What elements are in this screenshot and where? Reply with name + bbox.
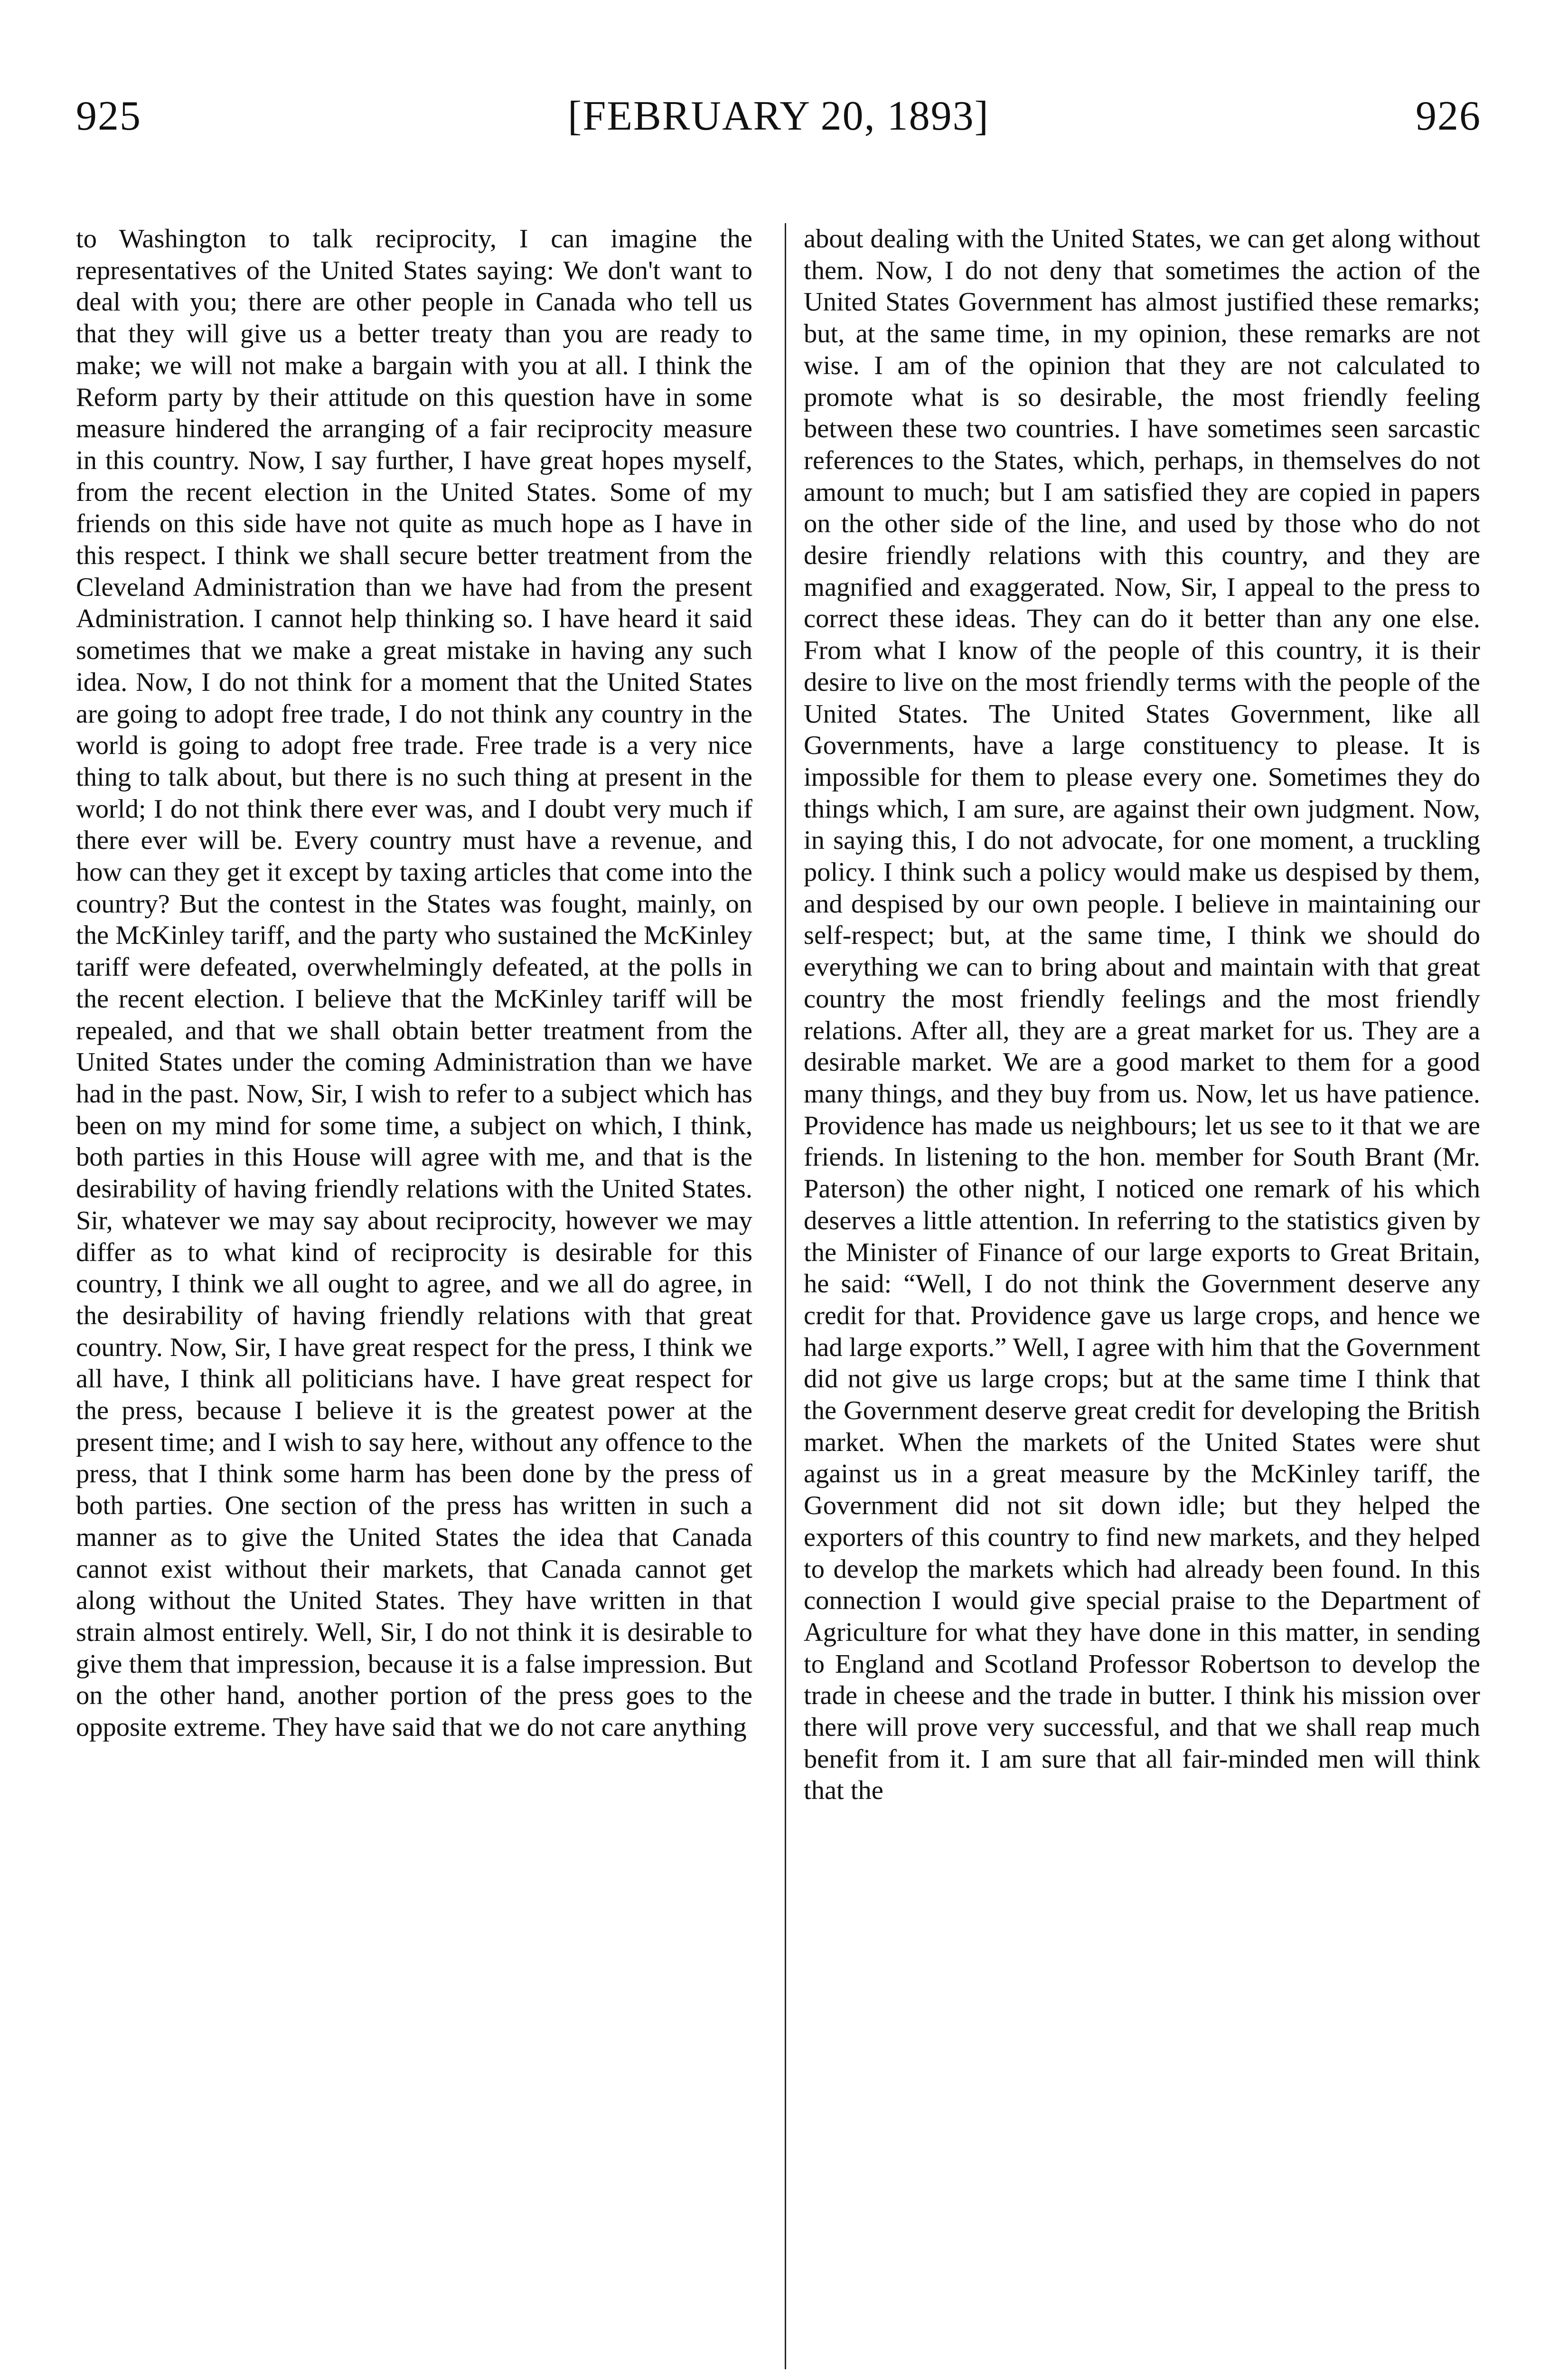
text-column-left (76, 223, 752, 2346)
page-number-left: 925 (76, 93, 141, 139)
page-date: [FEBRUARY 20, 1893] (568, 93, 989, 139)
text-column-right (804, 223, 1480, 2346)
column-divider (785, 223, 786, 2369)
page-header (76, 85, 1481, 147)
column-left-text: to Washington to talk reciprocity, I can imagine the representatives of the United States saying: We don't want to deal with you; there are other people in Canada who tell us that they will give us a better treaty than you are ready to make; we will not make a bargain with you at all. I think the Reform party by their attitude on this question have in some measure hindered the arranging of a fair reciprocity measure in this country. Now, I say further, I have great hopes myself, from the recent election in the United States. Some of my friends on this side have not quite as much hope as I have in this respect. I think we shall secure better treatment from the Cleveland Administration than we have had from the present Administration. I cannot help thinking so. I have heard it said sometimes that we make a great mistake in having any such idea. Now, I do not think for a moment that the United States are going to adopt free trade, I do not think any country in the world is going to adopt free trade. Free trade is a very nice thing to talk about, but there is no such thing at present in the world; I do not think there ever was, and I doubt very much if there ever will be. Every country must have a revenue, and how can they get it except by taxing articles that come into the country? But the contest in the States was fought, mainly, on the McKinley tariff, and the party who sustained the McKinley tariff were defeated, overwhelmingly defeated, at the polls in the recent election. I believe that the McKinley tariff will be repealed, and that we shall obtain better treatment from the United States under the coming Administration than we have had in the past. Now, Sir, I wish to refer to a subject which has been on my mind for some time, a subject on which, I think, both parties in this House will agree with me, and that is the desirability of having friendly relations with the United States. Sir, whatever we may say about reciprocity, however we may differ as to what kind of reciprocity is desirable for this country, I think we all ought to agree, and we all do agree, in the desirability of having friendly relations with that great country. Now, Sir, I have great respect for the press, I think we all have, I think all politicians have. I have great respect for the press, because I believe it is the greatest power at the present time; and I wish to say here, without any offence to the press, that I think some harm has been done by the press of both parties. One section of the press has written in such a manner as to give the United States the idea that Canada cannot exist without their markets, that Canada cannot get along without the United States. They have written in that strain almost entirely. Well, Sir, I do not think it is desirable to give them that impression, because it is a false impression. But on the other hand, another portion of the press goes to the opposite extreme. They have said that we do not care anything (76, 224, 752, 1743)
column-right-text: about dealing with the United States, we can get along without them. Now, I do not deny that sometimes the action of the United States Government has almost justified these remarks; but, at the same time, in my opinion, these remarks are not wise. I am of the opinion that they are not calculated to promote what is so desirable, the most friendly feeling between these two countries. I have sometimes seen sarcastic references to the States, which, perhaps, in themselves do not amount to much; but I am satisfied they are copied in papers on the other side of the line, and used by those who do not desire friendly relations with this country, and they are magnified and exaggerated. Now, Sir, I appeal to the press to correct these ideas. They can do it better than any one else. From what I know of the people of this country, it is their desire to live on the most friendly terms with the people of the United States. The United States Government, like all Governments, have a large constituency to please. It is impossible for them to please every one. Sometimes they do things which, I am sure, are against their own judgment. Now, in saying this, I do not advocate, for one moment, a truckling policy. I think such a policy would make us despised by them, and despised by our own people. I believe in maintaining our self-respect; but, at the same time, I think we should do everything we can to bring about and maintain with that great country the most friendly feelings and the most friendly relations. After all, they are a great market for us. They are a desirable market. We are a good market to them for a good many things, and they buy from us. Now, let us have patience. Providence has made us neighbours; let us see to it that we are friends. In listening to the hon. member for South Brant (Mr. Paterson) the other night, I noticed one remark of his which deserves a little attention. In referring to the statistics given by the Minister of Finance of our large exports to Great Britain, he said: “Well, I do not think the Government deserve any credit for that. Providence gave us large crops, and hence we had large exports.” Well, I agree with him that the Government did not give us large crops; but at the same time I think that the Government deserve great credit for developing the British market. When the markets of the United States were shut against us in a great measure by the McKinley tariff, the Government did not sit down idle; but they helped the exporters of this country to find new markets, and they helped to develop the markets which had already been found. In this connection I would give special praise to the Department of Agriculture for what they have done in this matter, in sending to England and Scotland Professor Robertson to develop the trade in cheese and the trade in butter. I think his mission over there will prove very successful, and that we shall reap much benefit from it. I am sure that all fair-minded men will think that the (804, 224, 1480, 1806)
page-number-right: 926 (1416, 93, 1481, 139)
